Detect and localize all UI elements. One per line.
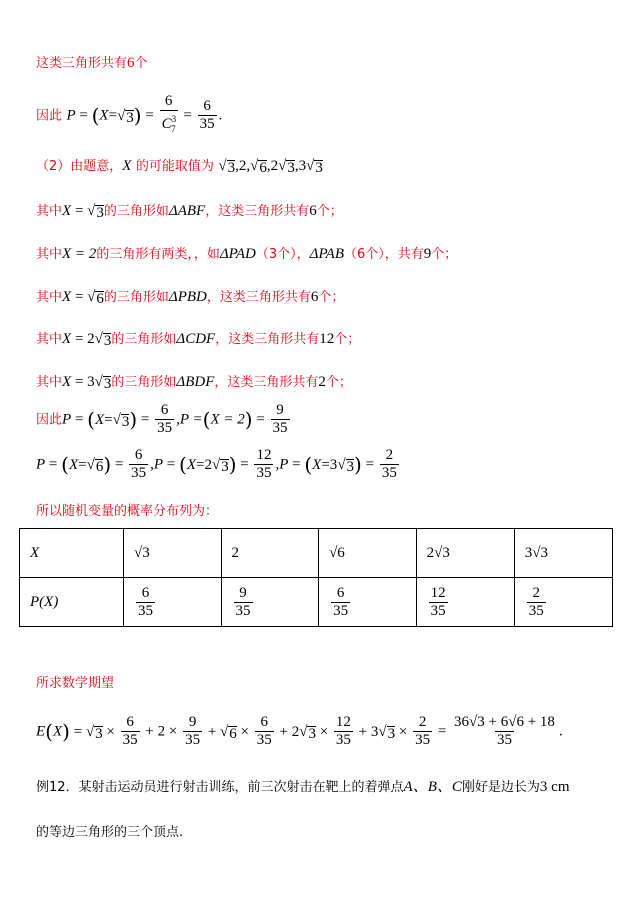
line2-frac2-num: 6 — [203, 98, 211, 114]
p-label: P(X) — [30, 593, 59, 610]
line2-frac1-num: 6 — [164, 93, 173, 109]
line4-n: 6 — [309, 203, 317, 219]
line10-f3n: 2 — [385, 447, 394, 463]
line5-tri2: ΔPAB — [309, 246, 344, 262]
line14-text: 例12．某射击运动员进行射击训练，前三次射击在靶上的着弹点 — [36, 780, 404, 795]
line2-x: X — [99, 107, 109, 124]
line2-end: . — [218, 107, 223, 124]
line6-d: 个； — [318, 290, 345, 305]
text-line-6: 其中X = √ 6 的三角形如ΔPBD，这类三角形共有6个； — [36, 289, 345, 307]
line1-suffix: 个 — [134, 56, 148, 71]
p-num: 6 — [141, 584, 150, 601]
line7-c: ，这类三角形共有 — [215, 332, 320, 347]
p-den: 35 — [333, 602, 349, 619]
t3d: 35 — [256, 732, 272, 748]
text-line-11: 所以随机变量的概率分布列为： — [36, 504, 219, 519]
distribution-table — [19, 528, 613, 627]
line9-f1n: 6 — [160, 402, 169, 418]
p-num: 9 — [239, 584, 247, 601]
p-den: 35 — [430, 602, 446, 619]
text-line-9: 因此P = (X= √ 3 ) = $\frac{6}{35}$ ,P =(X = 2) = $\frac{9}{35}$ — [36, 402, 288, 436]
line8-tri: ΔBDF — [176, 374, 215, 390]
line4-tri: ΔABF — [168, 203, 206, 219]
line2-r3: 3 — [126, 109, 134, 126]
text-line-4: 其中X = √ 3 的三角形如ΔABF，这类三角形共有6个； — [36, 203, 343, 221]
line3-v23: 2 — [270, 158, 279, 174]
line3-prefix: （2）由题意， — [36, 159, 123, 174]
p-num: 12 — [430, 584, 446, 601]
line7-a: 其中 — [36, 332, 63, 347]
text-line-3: （2）由题意，X 的可能取值为 √ 3 ,2, √ 6 ,2 √ 3 ,3 √ 3 — [36, 158, 323, 176]
line8-coef: 3 — [87, 374, 95, 390]
p-den: 35 — [235, 602, 251, 619]
line10-f1d: 35 — [131, 465, 147, 481]
p-den: 35 — [528, 602, 544, 619]
table-cell — [124, 578, 222, 627]
table-cell — [319, 578, 417, 627]
line5-tri1: ΔPAD — [219, 246, 256, 262]
t1n: 6 — [126, 714, 134, 730]
line9-mid: ,P = — [176, 411, 203, 428]
line5-d: 个； — [431, 247, 458, 262]
line7-b: 的三角形如 — [111, 332, 177, 347]
line13-end: . — [558, 723, 563, 740]
x-label: X — [30, 544, 40, 561]
line5-b: 的三角形有两类，，如 — [96, 247, 220, 262]
t5n: 2 — [418, 714, 427, 730]
t2d: 35 — [185, 732, 201, 748]
line9-frac1 — [155, 402, 174, 437]
t5d: 35 — [415, 732, 431, 748]
line10-f3d: 35 — [381, 465, 397, 481]
line5-c2: （6个），共有 — [344, 247, 424, 262]
line1-text: 这类三角形共有 — [36, 56, 128, 71]
line8-b: 的三角形如 — [111, 375, 177, 390]
text-line-14 — [36, 775, 569, 796]
line9-f2n: 9 — [276, 402, 284, 418]
table-row — [20, 529, 613, 578]
line8-n: 2 — [318, 374, 326, 390]
line4-a: 其中 — [36, 204, 63, 219]
t3n: 6 — [260, 714, 268, 730]
line5-eq: X = 2 — [62, 246, 97, 262]
text-line-7: 其中X = 2 √ 3 的三角形如ΔCDF，这类三角形共有12个； — [36, 331, 361, 349]
line4-d: 个； — [316, 204, 343, 219]
expectation-formula: E(X) = √ 3 × $\frac{6}{35}$ + 2 × $\frac{9}{35}$ + √ 6 × $\frac{6}{35}$ + 2 √ 3 × $\frac{12}{35}$ + 3 √ 3 × $\frac{2}{35}$ = $\frac{36√3 + 6√6 + 18}{35}$ . — [36, 714, 563, 748]
text-line-12: 所求数学期望 — [36, 676, 115, 691]
line3-x: X — [122, 158, 132, 174]
text-line-5 — [36, 243, 457, 263]
line2-c-sub: 7 — [171, 124, 176, 134]
p-den: 35 — [138, 602, 153, 619]
line3-mid: 的可能取值为 — [135, 159, 214, 174]
line9-frac2 — [271, 402, 290, 437]
table-cell: 2√3 — [416, 529, 514, 578]
line6-n: 6 — [310, 289, 319, 305]
line5-c1: （3个）， — [255, 247, 310, 262]
line8-c: ，这类三角形共有 — [214, 375, 319, 390]
line6-tri: ΔPBD — [168, 289, 207, 305]
line9-f1d: 35 — [157, 420, 173, 436]
table-cell — [416, 578, 514, 627]
line6-c: ，这类三角形共有 — [206, 290, 311, 305]
text-line-1 — [36, 52, 148, 72]
line2-prefix: 因此 — [36, 108, 63, 124]
p-num: 6 — [336, 584, 345, 601]
t2n: 9 — [188, 714, 197, 730]
table-cell: √6 — [319, 529, 417, 578]
line5-a: 其中 — [36, 247, 63, 262]
line8-a: 其中 — [36, 375, 63, 390]
line6-a: 其中 — [36, 290, 63, 305]
line7-n: 12 — [319, 331, 335, 347]
result-den: 35 — [496, 732, 512, 748]
t4n: 12 — [335, 714, 351, 730]
text-line-8: 其中X = 3 √ 3 的三角形如ΔBDF，这类三角形共有2个； — [36, 374, 352, 392]
line2-c-sup: 3 — [171, 114, 177, 124]
line10-frac3 — [380, 447, 399, 482]
line3-v33: 3 — [298, 158, 307, 174]
table-cell — [514, 578, 612, 627]
line14-pts: A、B、C — [403, 779, 462, 795]
line7-d: 个； — [334, 332, 361, 347]
text-line-15: 的等边三角形的三个顶点. — [36, 825, 184, 840]
table-cell: √3 — [124, 529, 222, 578]
line9-prefix: 因此 — [36, 412, 63, 428]
result-num: 36√3 + 6√6 + 18 — [454, 714, 555, 730]
text-line-2: 因此 P = (X= √ 3 ) = $\frac{6}{C^3_7}$ = $\frac{6}{35}$ . — [36, 93, 222, 138]
line3-v6: 6 — [259, 160, 267, 176]
table-cell-p-label — [20, 578, 124, 627]
table-cell — [221, 578, 319, 627]
line1-num: 6 — [127, 55, 135, 71]
line10-f2n: 12 — [256, 447, 272, 463]
line2-c: C — [161, 116, 172, 132]
line2-frac1 — [160, 93, 178, 138]
line2-frac2 — [198, 98, 217, 133]
line6-b: 的三角形如 — [103, 290, 169, 305]
table-row — [20, 578, 613, 627]
line5-n: 9 — [423, 246, 432, 262]
line8-d: 个； — [325, 375, 352, 390]
p-num: 2 — [532, 584, 541, 601]
line14-len: 3 cm — [539, 779, 570, 795]
t4d: 35 — [335, 732, 351, 748]
line7-tri: ΔCDF — [176, 331, 216, 347]
line9-x2: X = 2 — [210, 411, 245, 428]
line7-coef: 2 — [87, 331, 95, 347]
table-cell: 2 — [221, 529, 319, 578]
line13-e: E — [36, 723, 46, 740]
text-line-10: P = (X= √ 6 ) = $\frac{6}{35}$ ,P = (X=2 √ 3 ) = $\frac{12}{35}$ ,P = (X=3 √ 3 ) = $\frac{2}{35}$ — [36, 447, 397, 481]
line10-frac2 — [254, 447, 273, 482]
table-cell-x-label — [20, 529, 124, 578]
line10-frac1 — [129, 447, 148, 482]
t1d: 35 — [122, 732, 138, 748]
line14-mid: 刚好是边长为 — [461, 780, 540, 795]
line4-b: 的三角形如 — [103, 204, 169, 219]
line9-f2d: 35 — [272, 420, 288, 436]
line2-p: P — [66, 107, 76, 124]
line4-c: ，这类三角形共有 — [205, 204, 310, 219]
table-cell: 3√3 — [514, 529, 612, 578]
line2-frac2-den: 35 — [199, 116, 215, 132]
line10-f2d: 35 — [256, 465, 272, 481]
line10-f1n: 6 — [134, 447, 143, 463]
